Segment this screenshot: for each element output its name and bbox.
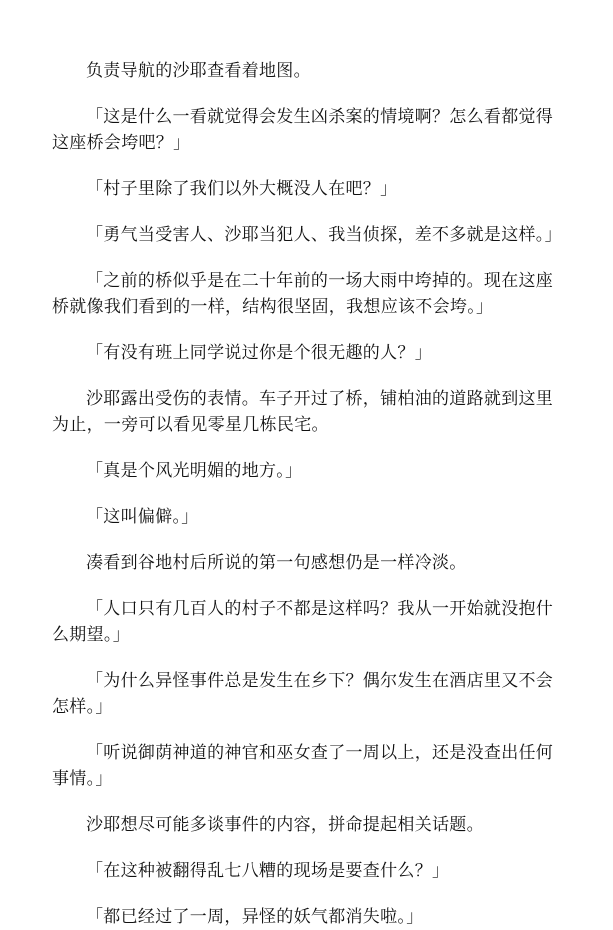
paragraph: 「人口只有几百人的村子不都是这样吗？我从一开始就没抱什么期望。」 bbox=[52, 599, 554, 645]
paragraph: 「之前的桥似乎是在二十年前的一场大雨中垮掉的。现在这座桥就像我们看到的一样，结构很坚固，我想应该不会垮。」 bbox=[52, 271, 554, 317]
paragraph: 「这是什么一看就觉得会发生凶杀案的情境啊？怎么看都觉得这座桥会垮吧？」 bbox=[52, 107, 554, 153]
paragraph: 「真是个风光明媚的地方。」 bbox=[86, 461, 303, 481]
paragraph: 「这叫偏僻。」 bbox=[86, 507, 199, 527]
paragraph: 「勇气当受害人、沙耶当犯人、我当侦探，差不多就是这样。」 bbox=[86, 225, 562, 245]
paragraph: 沙耶露出受伤的表情。车子开过了桥，铺柏油的道路就到这里为止，一旁可以看见零星几栋民宅。 bbox=[52, 389, 554, 435]
paragraph: 「为什么异怪事件总是发生在乡下？偶尔发生在酒店里又不会怎样。」 bbox=[52, 671, 554, 717]
paragraph: 「有没有班上同学说过你是个很无趣的人？」 bbox=[86, 343, 432, 363]
paragraph: 「在这种被翻得乱七八糟的现场是要查什么？」 bbox=[86, 861, 450, 881]
paragraph: 「村子里除了我们以外大概没人在吧？」 bbox=[86, 179, 398, 199]
paragraph: 「都已经过了一周，异怪的妖气都消失啦。」 bbox=[86, 907, 424, 927]
paragraph: 凑看到谷地村后所说的第一句感想仍是一样冷淡。 bbox=[86, 553, 467, 573]
paragraph: 「听说御荫神道的神官和巫女查了一周以上，还是没查出任何事情。」 bbox=[52, 743, 554, 789]
paragraph: 负责导航的沙耶查看着地图。 bbox=[86, 61, 311, 81]
paragraph: 沙耶想尽可能多谈事件的内容，拼命提起相关话题。 bbox=[86, 815, 484, 835]
